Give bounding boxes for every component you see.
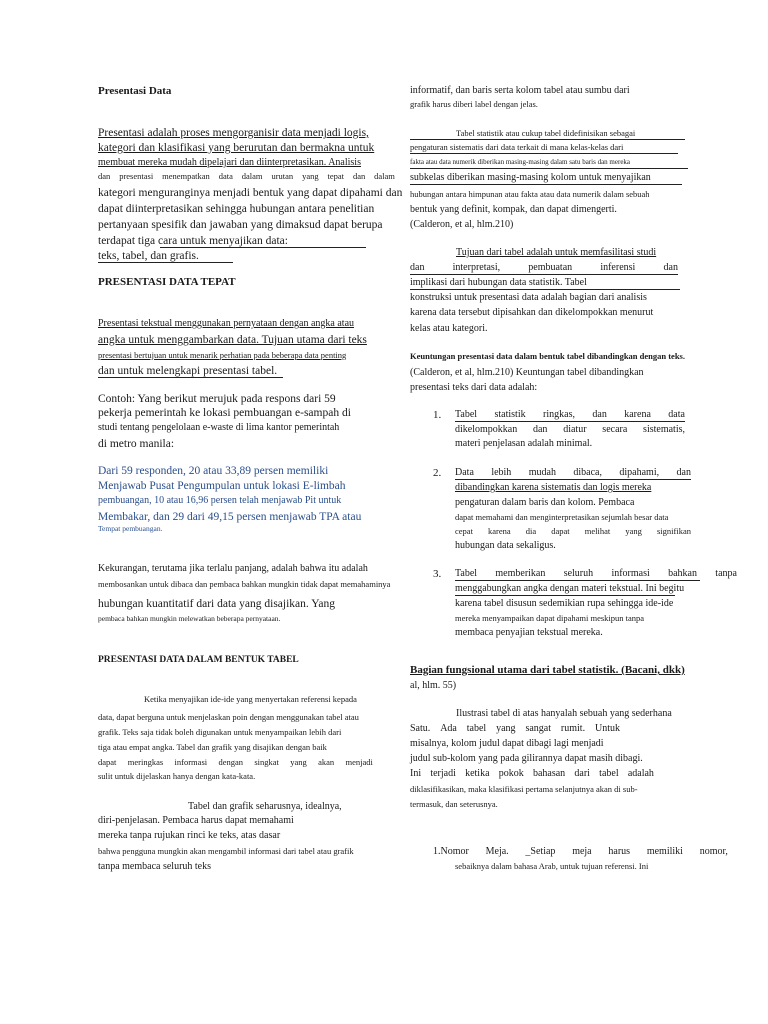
word: yang: [290, 757, 307, 767]
text-line: [98, 757, 373, 768]
word: _Setiap: [525, 846, 556, 857]
text-line: membaca penyajian tekstual mereka.: [455, 627, 603, 638]
text-line: mereka menyampaikan dapat dipahami meskipun tanpa: [455, 613, 645, 623]
underline-rule: [410, 153, 678, 154]
text-line: presentasi bertujuan untuk menarik perhatian pada beberapa data penting: [98, 350, 347, 360]
word: Ada: [440, 723, 457, 734]
text-line: (Calderon, et al, hlm.210): [410, 219, 514, 230]
text-line: pengaturan sistematis dari data terkait di mana kelas-kelas dari: [410, 142, 624, 152]
underline-rule: [410, 289, 680, 290]
word: ringkas,: [543, 409, 575, 420]
word: yang: [625, 526, 642, 536]
word: signifikan: [657, 526, 691, 536]
word: interpretasi,: [452, 262, 501, 273]
text-line: teks, tabel, dan grafis.: [98, 250, 199, 262]
heading-presentasi-tabel: PRESENTASI DATA DALAM BENTUK TABEL: [98, 655, 299, 665]
text-line: bahwa pengguna mungkin akan mengambil informasi dari tabel atau grafik: [98, 846, 354, 856]
text-line: Tabel dan grafik seharusnya, idealnya,: [188, 801, 342, 812]
text-line: Ketika menyajikan ide-ide yang menyertakan referensi kepada: [144, 694, 357, 704]
underline-rule: [410, 274, 678, 275]
word: dibaca,: [573, 467, 602, 478]
text-line-content: [410, 723, 620, 735]
text-line-content: [98, 757, 373, 768]
heading-keuntungan: Keuntungan presentasi data dalam bentuk tabel dibandingkan dengan teks.: [410, 351, 685, 361]
underline-rule: [455, 421, 685, 422]
text-line: tiga atau empat angka. Tabel dan grafik yang disajikan dengan baik: [98, 742, 327, 752]
word: dia: [525, 526, 537, 536]
text-line: [455, 568, 737, 580]
underline-rule: [455, 580, 700, 581]
word: dan: [352, 171, 366, 181]
heading-presentasi-data-tepat: PRESENTASI DATA TEPAT: [98, 276, 236, 288]
text-line: pekerja pemerintah ke lokasi pembuangan e-sampah di: [98, 407, 351, 419]
word: Tabel: [455, 568, 478, 579]
text-line-content: [433, 846, 728, 858]
word: data: [668, 409, 685, 420]
text-line: kategori dan klasifikasi yang berurutan dan bermakna untuk: [98, 142, 375, 154]
text-line: angka untuk menggambarkan data. Tujuan utama dari teks: [98, 334, 367, 346]
word: bahasan: [532, 768, 566, 779]
text-line: subkelas diberikan masing-masing kolom untuk menyajikan: [410, 172, 651, 183]
word: akan: [318, 757, 335, 767]
word: memiliki: [646, 846, 683, 857]
list-number: 3.: [433, 568, 442, 580]
word: informasi: [174, 757, 208, 767]
word: dalam: [241, 171, 263, 181]
word: dan: [592, 409, 607, 420]
text-line: fakta atau data numerik diberikan masing-masing dalam satu baris dan mereka: [410, 158, 631, 166]
text-line: dapat diinterpretasikan sehingga hubungan antara penelitian: [98, 203, 375, 215]
text-line: hubungan kuantitatif dari data yang disajikan. Yang: [98, 598, 335, 610]
word: Data: [455, 467, 474, 478]
text-line-content: [455, 424, 685, 436]
word: presentasi: [119, 171, 154, 181]
underline-rule: [410, 139, 685, 140]
text-line-content: [455, 568, 737, 580]
text-line: Tabel statistik atau cukup tabel didefinisikan sebagai: [456, 128, 636, 138]
underline-rule: [455, 479, 691, 480]
text-line: hubungan data sekaligus.: [455, 540, 556, 551]
word: karena: [624, 409, 651, 420]
text-line-content: [455, 526, 691, 537]
word: urutan: [271, 171, 294, 181]
text-line: Ilustrasi tabel di atas hanyalah sebuah yang sederhana: [456, 708, 672, 719]
word: Ini: [410, 768, 422, 779]
word: dan: [532, 424, 548, 435]
text-line: Membakar, dan 29 dari 49,15 persen menjawab TPA atau: [98, 511, 362, 523]
list-number: 2.: [433, 467, 442, 479]
text-line: membuat mereka mudah dipelajari dan diinterpretasikan. Analisis: [98, 157, 361, 168]
text-line: [455, 424, 685, 436]
text-line: pembaca bahkan mungkin melewatkan beberapa pernyataan.: [98, 614, 281, 623]
text-line: termasuk, dan seterusnya.: [410, 799, 498, 809]
word: dapat: [551, 526, 570, 536]
text-line: pertanyaan spesifik dan jawaban yang dimaksud dapat berupa: [98, 219, 383, 231]
text-line: Menjawab Pusat Pengumpulan untuk lokasi E-limbah: [98, 480, 346, 492]
word: Satu.: [410, 723, 431, 734]
underline-rule: [160, 247, 366, 248]
word: ketika: [465, 768, 490, 779]
word: sistematis,: [643, 424, 685, 435]
underline-rule: [98, 377, 283, 378]
word: cepat: [455, 526, 473, 536]
word: karena: [488, 526, 511, 536]
text-line: kelas atau kategori.: [410, 323, 488, 334]
word: mudah: [528, 467, 556, 478]
text-line: data, dapat berguna untuk menjelaskan poin dengan menggunakan tabel atau: [98, 712, 359, 722]
word: memberikan: [495, 568, 546, 579]
word: tabel: [466, 723, 487, 734]
text-line: hubungan antara himpunan atau fakta atau data numerik dalam sebuah: [410, 189, 650, 199]
text-line-content: [410, 768, 654, 780]
word: dari: [574, 768, 590, 779]
text-line: [455, 409, 685, 421]
word: dengan: [218, 757, 243, 767]
word: nomor,: [699, 846, 728, 857]
text-line: presentasi teks dari data adalah:: [410, 382, 538, 393]
text-line: misalnya, kolom judul dapat dibagi lagi menjadi: [410, 738, 604, 749]
text-line: grafik harus diberi label dengan jelas.: [410, 99, 538, 109]
word: informasi: [611, 568, 650, 579]
word: dan: [98, 171, 111, 181]
text-line: [410, 768, 654, 780]
word: bahkan: [668, 568, 697, 579]
word: meja: [572, 846, 592, 857]
text-line: karena tabel disusun sedemikian rupa sehingga ide-ide: [455, 598, 674, 609]
text-line: sebaiknya dalam bahasa Arab, untuk tujuan referensi. Ini: [455, 861, 649, 871]
underline-rule: [410, 184, 682, 185]
text-line: dan untuk melengkapi presentasi tabel.: [98, 365, 278, 377]
word: dalam: [374, 171, 395, 181]
text-line: dapat memahami dan menginterpretasikan sejumlah besar data: [455, 512, 669, 522]
word: meringkas: [127, 757, 164, 767]
section-title-presentasi-data: Presentasi Data: [98, 85, 172, 97]
text-line: bentuk yang definit, kompak, dan dapat dimengerti.: [410, 204, 617, 215]
text-line: [433, 846, 728, 858]
underline-rule: [410, 168, 688, 169]
word: tepat: [327, 171, 345, 181]
text-line: pengaturan dalam baris dan kolom. Pembaca: [455, 497, 635, 508]
text-line: [410, 262, 678, 274]
text-line: menggabungkan angka dengan materi tekstual. Ini begitu: [455, 583, 685, 594]
word: tanpa: [715, 568, 737, 579]
word: diatur: [563, 424, 587, 435]
word: yang: [302, 171, 319, 181]
heading-bagian-fungsional-cont: al, hlm. 55): [410, 680, 457, 691]
text-line: karena data tersebut dipisahkan dan dikelompokkan menurut: [410, 307, 654, 318]
text-line-content: [98, 171, 395, 182]
text-line: Tujuan dari tabel adalah untuk memfasilitasi studi: [456, 247, 657, 258]
text-line: [455, 526, 691, 537]
text-line: informatif, dan baris serta kolom tabel atau sumbu dari: [410, 85, 630, 96]
word: 1.Nomor: [433, 846, 469, 857]
text-line: di metro manila:: [98, 438, 175, 450]
word: Meja.: [485, 846, 509, 857]
word: menjadi: [345, 757, 373, 767]
word: dikelompokkan: [455, 424, 518, 435]
word: adalah: [627, 768, 654, 779]
word: seluruh: [563, 568, 594, 579]
word: dipahami,: [619, 467, 660, 478]
word: rumit.: [560, 723, 586, 734]
text-line-content: [410, 262, 678, 274]
word: Untuk: [595, 723, 620, 734]
text-line-content: [455, 409, 685, 421]
word: statistik: [494, 409, 526, 420]
text-line: diklasifikasikan, maka klasifikasi pertama selanjutnya akan di sub-: [410, 784, 638, 794]
text-line-content: [455, 467, 691, 479]
list-number: 1.: [433, 409, 442, 421]
text-line: sulit untuk dijelaskan hanya dengan kata-kata.: [98, 771, 256, 781]
text-line: mereka tanpa rujukan rinci ke teks, atas dasar: [98, 830, 281, 841]
underline-rule: [98, 262, 233, 263]
text-line: dibandingkan karena sistematis dan logis mereka: [455, 482, 652, 493]
word: dan: [410, 262, 425, 273]
word: menempatkan: [162, 171, 210, 181]
word: tabel: [599, 768, 619, 779]
word: lebih: [491, 467, 512, 478]
underline-rule: [455, 595, 675, 596]
text-line: terdapat tiga cara untuk menyajikan data:: [98, 235, 288, 247]
text-line: materi penjelasan adalah minimal.: [455, 438, 593, 449]
text-line: tanpa membaca seluruh teks: [98, 861, 212, 872]
text-line: membosankan untuk dibaca dan pembaca bahkan mungkin tidak dapat memahaminya: [98, 579, 391, 589]
word: dan: [676, 467, 691, 478]
text-line: grafik. Teks saja tidak boleh digunakan untuk menyampaikan lebih dari: [98, 727, 342, 737]
text-line: Presentasi tekstual menggunakan pernyataan dengan angka atau: [98, 318, 355, 329]
text-line: [455, 467, 691, 479]
word: secara: [602, 424, 628, 435]
text-line: Dari 59 responden, 20 atau 33,89 persen memiliki: [98, 465, 329, 477]
text-line: Presentasi adalah proses mengorganisir data menjadi logis,: [98, 127, 369, 139]
text-line: implikasi dari hubungan data statistik. Tabel: [410, 277, 587, 288]
word: pokok: [498, 768, 524, 779]
word: pembuatan: [528, 262, 573, 273]
text-line: konstruksi untuk presentasi data adalah bagian dari analisis: [410, 292, 647, 303]
text-line: kategori menguranginya menjadi bentuk yang dapat dipahami dan: [98, 187, 403, 199]
heading-bagian-fungsional: Bagian fungsional utama dari tabel statistik. (Bacani, dkk): [410, 664, 685, 676]
word: melihat: [584, 526, 611, 536]
text-line: diri-penjelasan. Pembaca harus dapat memahami: [98, 815, 294, 826]
word: inferensi: [600, 262, 636, 273]
word: singkat: [254, 757, 279, 767]
word: Tabel: [455, 409, 478, 420]
word: data: [218, 171, 233, 181]
word: terjadi: [430, 768, 456, 779]
text-line: judul sub-kolom yang pada gilirannya dapat masih dibagi.: [410, 753, 643, 764]
text-line: Contoh: Yang berikut merujuk pada respons dari 59: [98, 393, 336, 405]
word: dan: [663, 262, 678, 273]
word: harus: [608, 846, 631, 857]
text-line: Tempat pembuangan.: [98, 524, 163, 533]
text-line: Kekurangan, terutama jika terlalu panjang, adalah bahwa itu adalah: [98, 563, 368, 574]
word: dapat: [98, 757, 117, 767]
text-line: [98, 171, 395, 182]
text-line: studi tentang pengelolaan e-waste di lima kantor pemerintah: [98, 422, 340, 433]
word: sangat: [525, 723, 552, 734]
word: yang: [496, 723, 516, 734]
text-line: pembuangan, 10 atau 16,96 persen telah menjawab Pit untuk: [98, 495, 342, 506]
text-line: [410, 723, 620, 735]
text-line: (Calderon, et al, hlm.210) Keuntungan tabel dibandingkan: [410, 367, 644, 378]
